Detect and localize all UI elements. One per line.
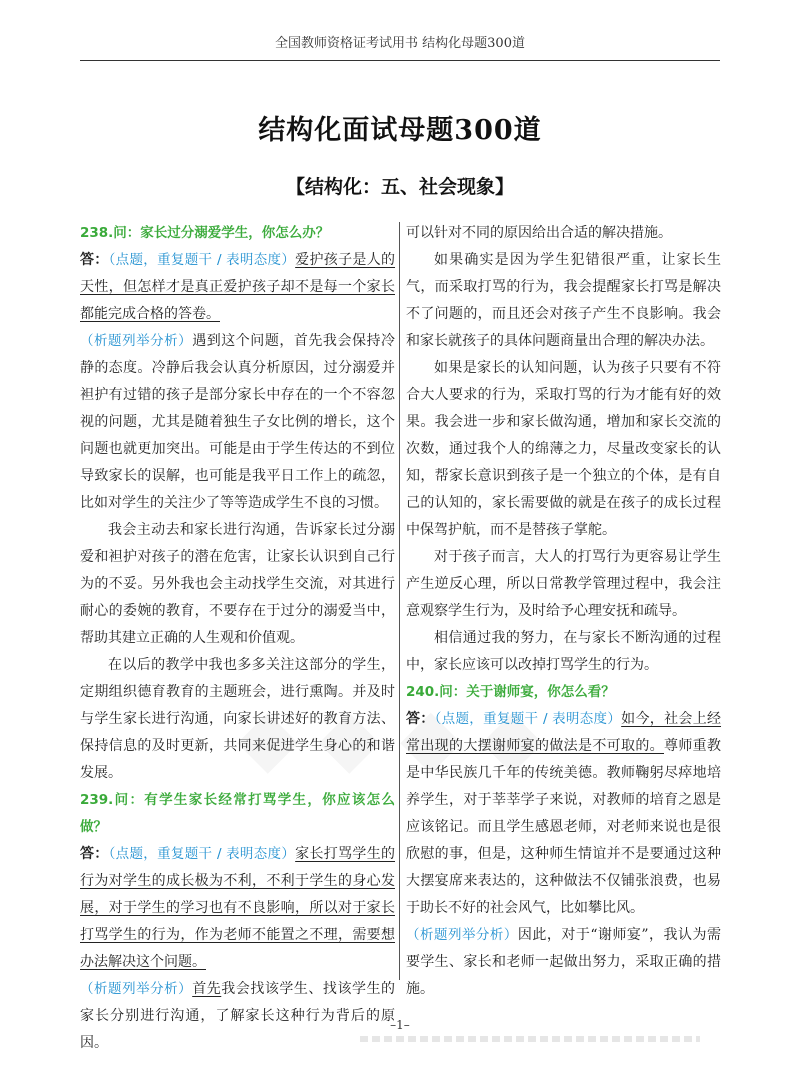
answer-label: 答：: [80, 846, 109, 862]
page-title: 结构化面试母题300道: [258, 115, 542, 146]
answer-239-paragraph-4: 对于孩子而言，大人的打骂行为更容易让学生产生逆反心理，所以日常教学管理过程中，我会注意观察学生行为，及时给予心理安抚和疏导。: [406, 549, 721, 619]
answer-239-paragraph-3: 如果是家长的认知问题，认为孩子只要有不符合大人要求的行为，采取打骂的行为才能有好的效果。我会进一步和家长做沟通，增加和家长交流的次数，通过我个人的绵薄之力，尽量改变家长的认知，帮家长意识到孩子是一个独立的个体，是有自己的认知的，家长需要做的就是在孩子的成长过程中保驾护航，而不是替孩子掌舵。: [406, 360, 721, 538]
tag-point-topic: （点题，重复题干 / 表明态度）: [108, 846, 296, 862]
answer-238-paragraph-3: 在以后的教学中我也多多关注这部分的学生，定期组织德育教育的主题班会，进行熏陶。并及时与学生家长进行沟通，向家长讲述好的教育方法、保持信息的及时更新，共同来促进学生身心的和谐发展。: [80, 657, 395, 781]
answer-240-analysis: [406, 922, 721, 1003]
tag-point-topic: （点题，重复题干 / 表明态度）: [108, 252, 296, 268]
answer-239-paragraph-2: 如果确实是因为学生犯错很严重，让家长生气，而采取打骂的行为，我会提醒家长打骂是解决不了问题的，而且还会对孩子产生不良影响。我会和家长就孩子的具体问题商量出合理的解决办法。: [406, 252, 721, 349]
answer-239-paragraph-5: 相信通过我的努力，在与家长不断沟通的过程中，家长应该可以改掉打骂学生的行为。: [406, 630, 721, 673]
question-238: 238.问：家长过分溺爱学生，你怎么办？: [80, 225, 330, 241]
answer-239-first: 首先: [192, 981, 222, 997]
answer-label: 答：: [80, 252, 109, 268]
answer-239-intro: [80, 841, 395, 976]
answer-239-continued: 可以针对不同的原因给出合适的解决措施。: [406, 225, 672, 241]
section-subtitle: 【结构化：五、社会现象】: [285, 176, 514, 198]
answer-238-statement: 爱护孩子是人的天性，但怎样才是真正爱护孩子却不是每一个家长都能完成合格的答卷。: [80, 252, 396, 322]
page-number: –1–: [390, 1018, 410, 1032]
answer-240-intro: [406, 706, 721, 922]
tag-analysis: （析题列举分析）: [80, 333, 193, 349]
question-239: 239.问：有学生家长经常打骂学生，你应该怎么做？: [80, 792, 395, 835]
tag-analysis: （析题列举分析）: [80, 981, 193, 997]
answer-238-analysis: [80, 328, 395, 517]
answer-240-analysis-text: 因此，对于“谢师宴”，我认为需要学生、家长和老师一起做出努力，采取正确的措施。: [406, 927, 721, 997]
tag-point-topic: （点题，重复题干 / 表明态度）: [434, 711, 622, 727]
running-header: [80, 34, 720, 61]
answer-238-intro: [80, 247, 395, 328]
header-text: 全国教师资格证考试用书 结构化母题300道: [275, 36, 525, 51]
question-240: 240.问：关于谢师宴，你怎么看？: [406, 684, 615, 700]
answer-238-paragraph-2: 我会主动去和家长进行沟通，告诉家长过分溺爱和袒护对孩子的潜在危害，让家长认识到自己行为的不妥。另外我也会主动找学生交流，对其进行耐心的委婉的教育，不要存在于过分的溺爱当中，帮助其建立正确的人生观和价值观。: [80, 522, 395, 646]
answer-239-analysis-text: 我会找该学生、找该学生的家长分别进行沟通，了解家长这种行为背后的原因。: [80, 981, 396, 1051]
left-column: [80, 220, 395, 1057]
answer-239-analysis: [80, 976, 395, 1057]
footer-strip: [360, 1036, 700, 1042]
answer-240-statement: 如今，社会上经常出现的大摆谢师宴的做法是不可取的。: [406, 711, 722, 754]
column-divider: [399, 222, 400, 980]
answer-238-analysis-text: 遇到这个问题，首先我会保持冷静的态度。冷静后我会认真分析原因，过分溺爱并袒护有过错的孩子是部分家长中存在的一个不容忽视的问题，尤其是随着独生子女比例的增长，这个问题也就更加突出。可能是由于学生传达的不到位导致家长的误解，也可能是我平日工作上的疏忽，比如对学生的关注少了等等造成学生不良的习惯。: [80, 333, 396, 511]
right-column: [406, 220, 721, 1003]
answer-240-statement-cont: 尊师重教是中华民族几千年的传统美德。教师鞠躬尽瘁地培养学生，对于莘莘学子来说，对教师的培育之恩是应该铭记。而且学生感恩老师，对老师来说也是很欣慰的事，但是，这种师生情谊并不是要通过这种大摆宴席来表达的，这种做法不仅铺张浪费，也易于助长不好的社会风气，比如攀比风。: [406, 738, 721, 916]
answer-239-statement: 家长打骂学生的行为对学生的成长极为不利，不利于学生的身心发展，对于学生的学习也有不良影响，所以对于家长打骂学生的行为，作为老师不能置之不理，需要想办法解决这个问题。: [80, 846, 396, 970]
answer-label: 答：: [406, 711, 435, 727]
tag-analysis: （析题列举分析）: [406, 927, 518, 943]
